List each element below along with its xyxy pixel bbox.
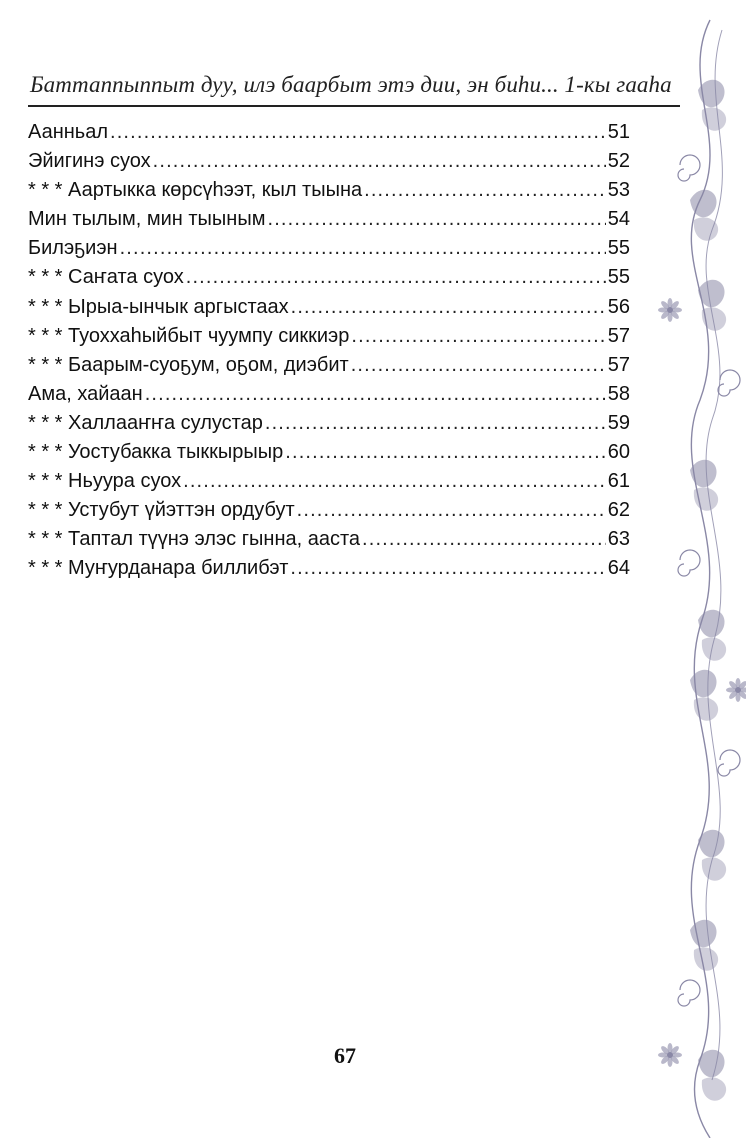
header-rule [28, 105, 680, 107]
toc-entry-page: 51 [607, 121, 630, 143]
running-header: Баттаппыппыт дуу, илэ баарбыт этэ дии, эн биhи... 1-кы гааhа [30, 72, 672, 97]
leaf-icon [694, 487, 718, 510]
dot-leader [265, 409, 606, 438]
toc-entry-page: 64 [607, 557, 630, 580]
toc-entry[interactable] [28, 351, 630, 380]
toc-entry-page: 62 [607, 499, 630, 522]
toc-entry[interactable] [28, 118, 630, 147]
dot-leader [267, 205, 605, 234]
leaf-icon [698, 610, 725, 638]
toc-entry-page: 56 [607, 295, 630, 318]
flower-center-icon [735, 687, 741, 693]
leaf-icon [702, 307, 726, 330]
toc-entry-page: 58 [607, 382, 630, 405]
scroll-curl-icon [678, 155, 700, 181]
toc-entry-title: Аанньал [28, 121, 108, 143]
flower-center-icon [667, 1052, 673, 1058]
leaf-icon [698, 80, 725, 108]
dot-leader [297, 496, 606, 525]
toc-entry-page: 57 [607, 353, 630, 376]
toc-entry-page: 57 [607, 324, 630, 347]
leaf-icon [690, 460, 717, 488]
toc-entry[interactable] [28, 438, 630, 467]
toc-entry-title: * * * Халлааҥҥа сулустар [28, 411, 263, 434]
leaf-icon [690, 920, 717, 948]
toc-entry-page: 59 [607, 411, 630, 434]
toc-entry-page: 55 [607, 237, 630, 260]
toc-entry[interactable] [28, 205, 630, 234]
dot-leader [364, 176, 606, 205]
dot-leader [285, 438, 605, 467]
toc-entry-title: * * * Баарым-суоҕум, оҕом, диэбит [28, 353, 349, 376]
toc-entry[interactable] [28, 380, 630, 409]
dot-leader [145, 380, 606, 409]
toc-entry-title: * * * Ырыа-ынчык аргыстаах [28, 295, 289, 318]
dot-leader [362, 525, 606, 554]
leaf-icon [702, 107, 726, 130]
leaf-icon [702, 637, 726, 660]
dot-leader [110, 118, 606, 147]
toc-entry-page: 61 [607, 470, 630, 493]
leaf-icon [694, 217, 718, 240]
toc-entry-title: * * * Таптал түүнэ элэс гынна, ааста [28, 528, 361, 551]
toc-entry-title: * * * Саҥата суох [28, 266, 184, 289]
dot-leader [351, 322, 605, 351]
toc-entry-title: * * * Муҥурданара биллибэт [28, 557, 289, 580]
dot-leader [183, 467, 606, 496]
toc-entry-title: * * * Уостубакка тыккырыыр [28, 441, 284, 464]
toc-entry[interactable] [28, 554, 630, 583]
leaf-icon [702, 857, 726, 880]
toc-entry[interactable] [28, 176, 630, 205]
dot-leader [290, 554, 605, 583]
scroll-curl-icon [678, 550, 700, 576]
leaf-icon [694, 697, 718, 720]
toc-entry[interactable] [28, 234, 630, 263]
toc-entry[interactable] [28, 409, 630, 438]
toc-entry[interactable] [28, 293, 630, 322]
scroll-curl-icon [718, 750, 740, 776]
toc-entry-title: * * * Ньуура суох [28, 470, 182, 493]
toc-entry-title: * * * Туоххаhыйбыт чуумпу сиккиэр [28, 324, 350, 347]
toc-entry-title: Билэҕиэн [28, 237, 118, 260]
leaf-icon [694, 947, 718, 970]
toc-entry-page: 63 [607, 528, 630, 551]
scroll-curl-icon [718, 370, 740, 396]
toc-entry[interactable] [28, 263, 630, 292]
toc-entry[interactable] [28, 147, 630, 176]
toc-entry-page: 53 [607, 179, 630, 202]
page-number: 67 [334, 1043, 356, 1068]
leaf-icon [690, 190, 717, 218]
toc-entry[interactable] [28, 496, 630, 525]
leaf-icon [702, 1077, 726, 1100]
toc-entry-title: Мин тылым, мин тыыным [28, 208, 266, 231]
floral-border-ornament [650, 0, 746, 1138]
toc-entry-page: 54 [607, 208, 630, 231]
toc-entry-title: * * * Устубут үйэттэн ордубут [28, 499, 295, 522]
toc-entry[interactable] [28, 525, 630, 554]
dot-leader [153, 147, 606, 176]
toc-entry-page: 55 [607, 266, 630, 289]
toc-entry[interactable] [28, 322, 630, 351]
table-of-contents [28, 118, 630, 584]
toc-entry-title: Эйигинэ суох [28, 150, 151, 173]
toc-entry-title: * * * Аартыкка көрсүhээт, кыл тыына [28, 179, 363, 202]
scroll-curl-icon [678, 980, 700, 1006]
flower-center-icon [667, 307, 673, 313]
dot-leader [291, 293, 606, 322]
toc-entry-page: 52 [607, 150, 630, 173]
toc-entry-title: Ама, хайаан [28, 382, 143, 405]
toc-entry[interactable] [28, 467, 630, 496]
dot-leader [351, 351, 606, 380]
toc-entry-page: 60 [607, 441, 630, 464]
dot-leader [186, 263, 606, 292]
dot-leader [120, 234, 606, 263]
